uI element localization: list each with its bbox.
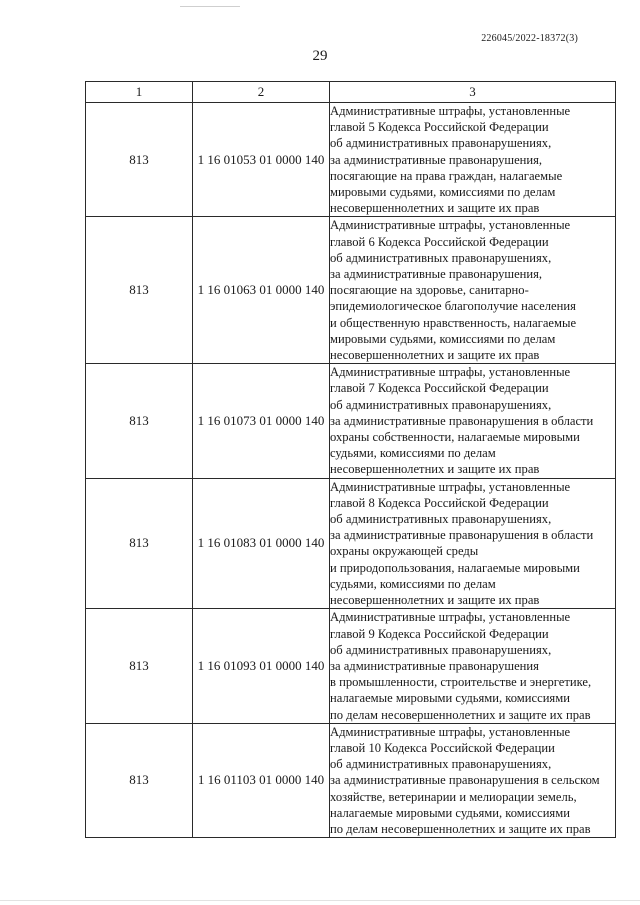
scan-bottom-rule xyxy=(0,900,640,901)
table-body xyxy=(86,103,616,838)
description-line: Административные штрафы, установленные xyxy=(330,610,571,625)
description-line: по делам несовершеннолетних и защите их прав xyxy=(330,821,591,836)
table-row xyxy=(86,723,616,837)
description-line: главой 10 Кодекса Российской Федерации xyxy=(330,740,555,755)
table-header-row xyxy=(86,82,616,103)
admin-code-cell: 813 xyxy=(86,217,193,364)
description-line: и природопользования, налагаемые мировыми xyxy=(330,560,580,575)
description-line: мировыми судьями, комиссиями по делам xyxy=(330,185,556,200)
admin-code-cell: 813 xyxy=(86,609,193,723)
description-line: и общественную нравственность, налагаемые xyxy=(330,315,577,330)
description-cell xyxy=(330,478,616,609)
description-line: несовершеннолетних и защите их прав xyxy=(330,593,540,608)
description-line: за административные правонарушения xyxy=(330,658,539,673)
description-line: по делам несовершеннолетних и защите их прав xyxy=(330,707,591,722)
budget-code-cell: 1 16 01063 01 0000 140 xyxy=(193,217,330,364)
description-line: главой 5 Кодекса Российской Федерации xyxy=(330,120,549,135)
admin-code-cell: 813 xyxy=(86,103,193,217)
description-line: Административные штрафы, установленные xyxy=(330,104,571,118)
budget-code-cell: 1 16 01103 01 0000 140 xyxy=(193,723,330,837)
description-line: мировыми судьями, комиссиями по делам xyxy=(330,331,556,346)
description-line: посягающие на здоровье, санитарно- xyxy=(330,283,529,298)
budget-codes-table xyxy=(85,81,616,838)
description-cell xyxy=(330,103,616,217)
description-line: об административных правонарушениях, xyxy=(330,136,552,151)
description-cell xyxy=(330,364,616,478)
table-row xyxy=(86,217,616,364)
description-line: Административные штрафы, установленные xyxy=(330,218,571,233)
description-line: налагаемые мировыми судьями, комиссиями xyxy=(330,805,570,820)
description-line: об административных правонарушениях, xyxy=(330,642,552,657)
description-line: об административных правонарушениях, xyxy=(330,757,552,772)
description-line: об административных правонарушениях, xyxy=(330,250,552,265)
description-line: несовершеннолетних и защите их прав xyxy=(330,462,540,477)
description-line: несовершеннолетних и защите их прав xyxy=(330,348,540,363)
description-line: судьями, комиссиями по делам xyxy=(330,576,496,591)
description-line: налагаемые мировыми судьями, комиссиями xyxy=(330,691,570,706)
description-line: посягающие на права граждан, налагаемые xyxy=(330,168,563,183)
table-row xyxy=(86,103,616,217)
description-line: несовершеннолетних и защите их прав xyxy=(330,201,540,216)
header-col-3: 3 xyxy=(330,82,616,103)
budget-code-cell: 1 16 01073 01 0000 140 xyxy=(193,364,330,478)
description-line: главой 8 Кодекса Российской Федерации xyxy=(330,495,549,510)
description-line: за административные правонарушения в сельском xyxy=(330,773,600,788)
description-line: Административные штрафы, установленные xyxy=(330,365,571,380)
description-line: Административные штрафы, установленные xyxy=(330,724,571,739)
description-cell xyxy=(330,723,616,837)
description-cell xyxy=(330,217,616,364)
description-cell xyxy=(330,609,616,723)
admin-code-cell: 813 xyxy=(86,364,193,478)
description-line: охраны окружающей среды xyxy=(330,544,479,559)
page-number: 29 xyxy=(312,48,328,64)
description-line: главой 7 Кодекса Российской Федерации xyxy=(330,381,549,396)
description-line: эпидемиологическое благополучие населения xyxy=(330,299,576,314)
description-line: в промышленности, строительстве и энергетике, xyxy=(330,675,592,690)
table-row xyxy=(86,609,616,723)
budget-code-cell: 1 16 01053 01 0000 140 xyxy=(193,103,330,217)
description-line: Административные штрафы, установленные xyxy=(330,479,571,494)
budget-code-cell: 1 16 01093 01 0000 140 xyxy=(193,609,330,723)
description-line: за административные правонарушения в области xyxy=(330,528,594,543)
header-col-2: 2 xyxy=(193,82,330,103)
header-col-1: 1 xyxy=(86,82,193,103)
description-line: об административных правонарушениях, xyxy=(330,397,552,412)
description-line: хозяйстве, ветеринарии и мелиорации земель, xyxy=(330,789,577,804)
table-row xyxy=(86,364,616,478)
description-line: судьями, комиссиями по делам xyxy=(330,446,496,461)
description-line: главой 9 Кодекса Российской Федерации xyxy=(330,626,549,641)
document-id: 226045/2022-18372(3) xyxy=(481,33,578,44)
description-line: главой 6 Кодекса Российской Федерации xyxy=(330,234,549,249)
scan-top-rule xyxy=(180,6,240,7)
description-line: за административные правонарушения в области xyxy=(330,413,594,428)
admin-code-cell: 813 xyxy=(86,723,193,837)
description-line: охраны собственности, налагаемые мировыми xyxy=(330,430,580,445)
admin-code-cell: 813 xyxy=(86,478,193,609)
description-line: об административных правонарушениях, xyxy=(330,512,552,527)
budget-code-cell: 1 16 01083 01 0000 140 xyxy=(193,478,330,609)
description-line: за административные правонарушения, xyxy=(330,152,543,167)
table-row xyxy=(86,478,616,609)
description-line: за административные правонарушения, xyxy=(330,267,543,282)
